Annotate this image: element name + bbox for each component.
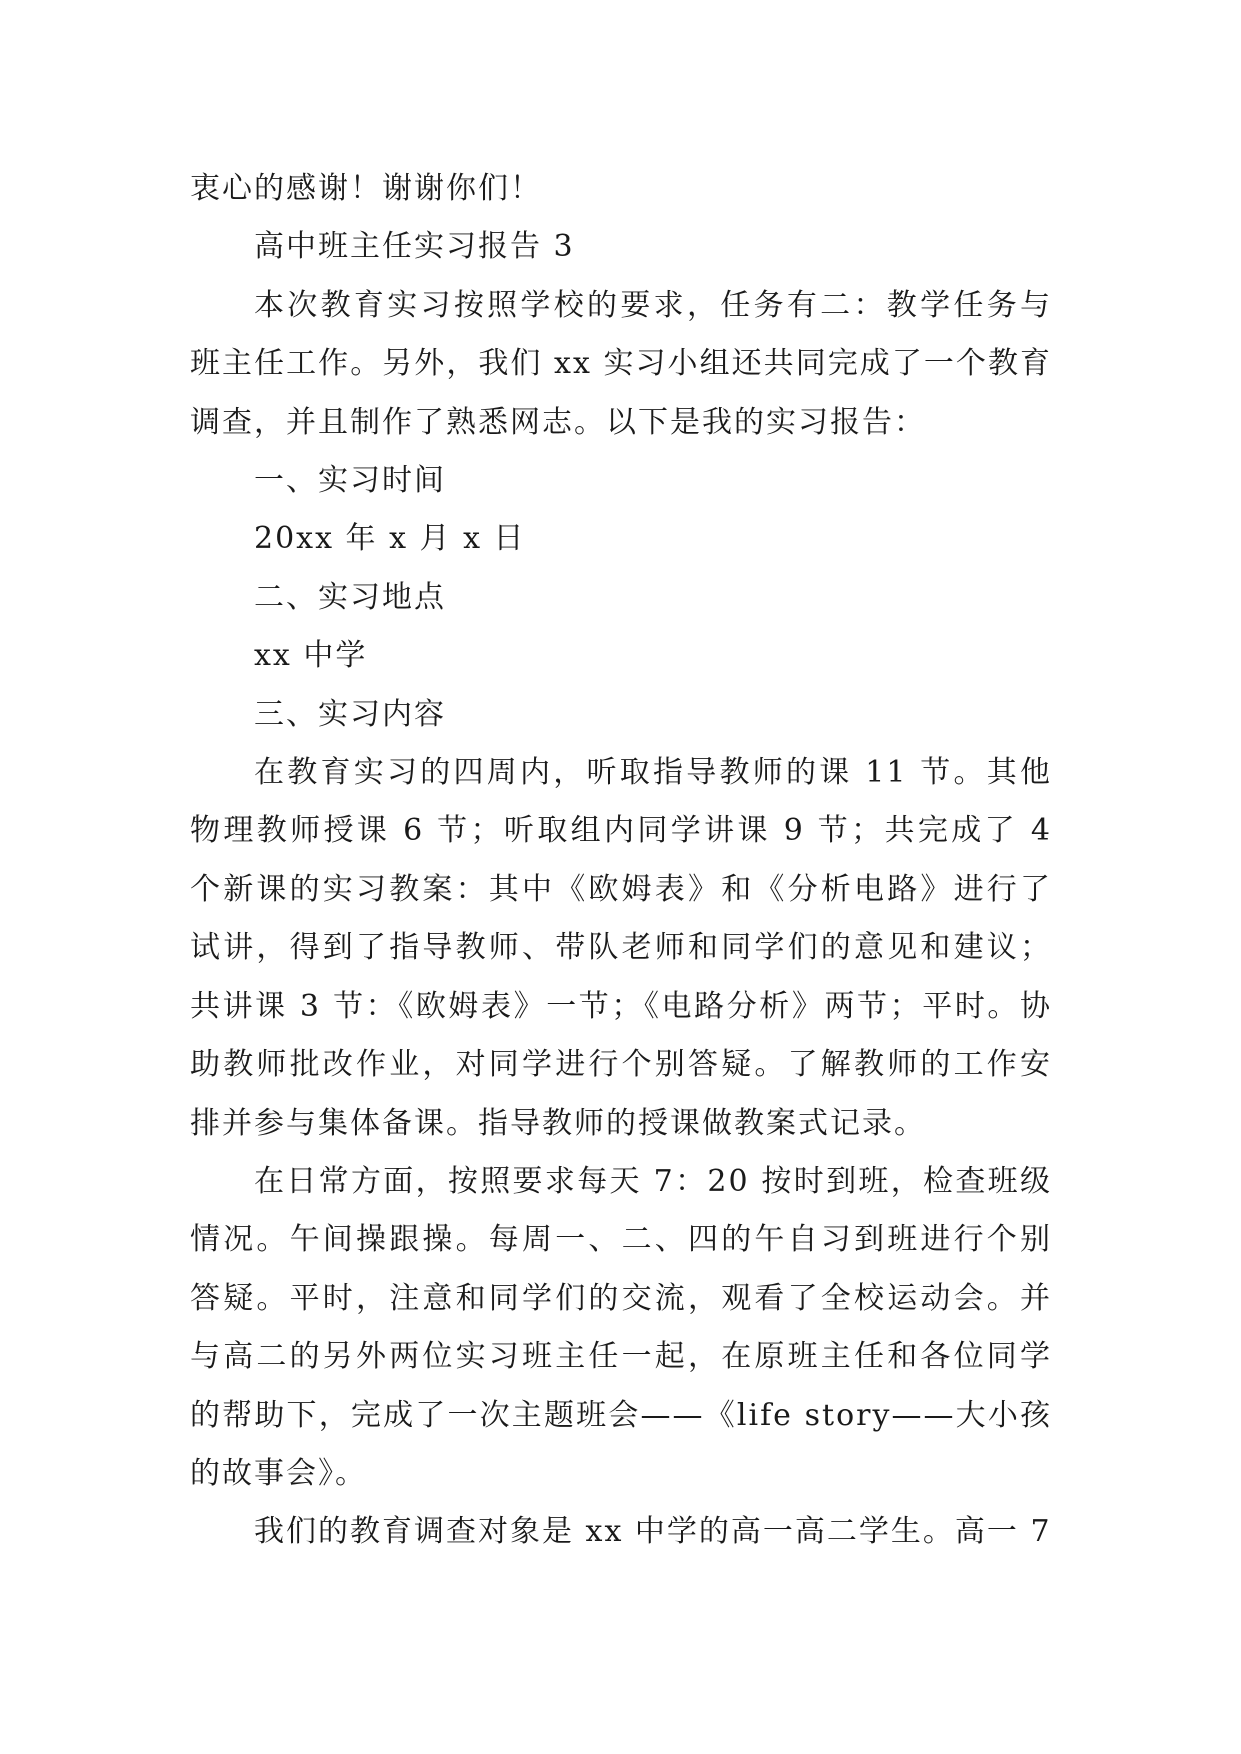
paragraph-teaching-work: 在教育实习的四周内，听取指导教师的课 11 节。其他物理教师授课 6 节；听取组内同学讲课 9 节；共完成了 4 个新课的实习教案：其中《欧姆表》和《分析电路》进行了试讲，得到了指导教师、带队老师和同学们的意见和建议；共讲课 3 节：《欧姆表》一节；《电路分析》两节；平时。协助教师批改作业，对同学进行个别答疑。了解教师的工作安排并参与集体备课。指导教师的授课做教案式记录。 (190, 755, 1052, 1141)
paragraph-intro: 本次教育实习按照学校的要求，任务有二：教学任务与班主任工作。另外，我们 xx 实习小组还共同完成了一个教育调查，并且制作了熟悉网志。以下是我的实习报告： (190, 287, 1052, 440)
heading-internship-location: 二、实习地点 (254, 579, 446, 615)
internship-school: xx 中学 (254, 638, 368, 674)
paragraph-closing-thanks: 衷心的感谢！谢谢你们！ (190, 171, 542, 206)
paragraph-daily-work: 在日常方面，按照要求每天 7：20 按时到班，检查班级情况。午间操跟操。每周一、二、四的午自习到班进行个别答疑。平时，注意和同学们的交流，观看了全校运动会。并与高二的另外两位实习班主任一起，在原班主任和各位同学的帮助下，完成了一次主题班会——《life story——大小孩的故事会》。 (190, 1163, 1052, 1491)
internship-date: 20xx 年 x 月 x 日 (254, 521, 526, 557)
heading-internship-time: 一、实习时间 (254, 463, 446, 499)
heading-internship-content: 三、实习内容 (254, 696, 446, 732)
document-body (190, 160, 1052, 1562)
paragraph-survey: 我们的教育调查对象是 xx 中学的高一高二学生。高一 7 (254, 1514, 1052, 1550)
section-title: 高中班主任实习报告 3 (254, 229, 575, 265)
